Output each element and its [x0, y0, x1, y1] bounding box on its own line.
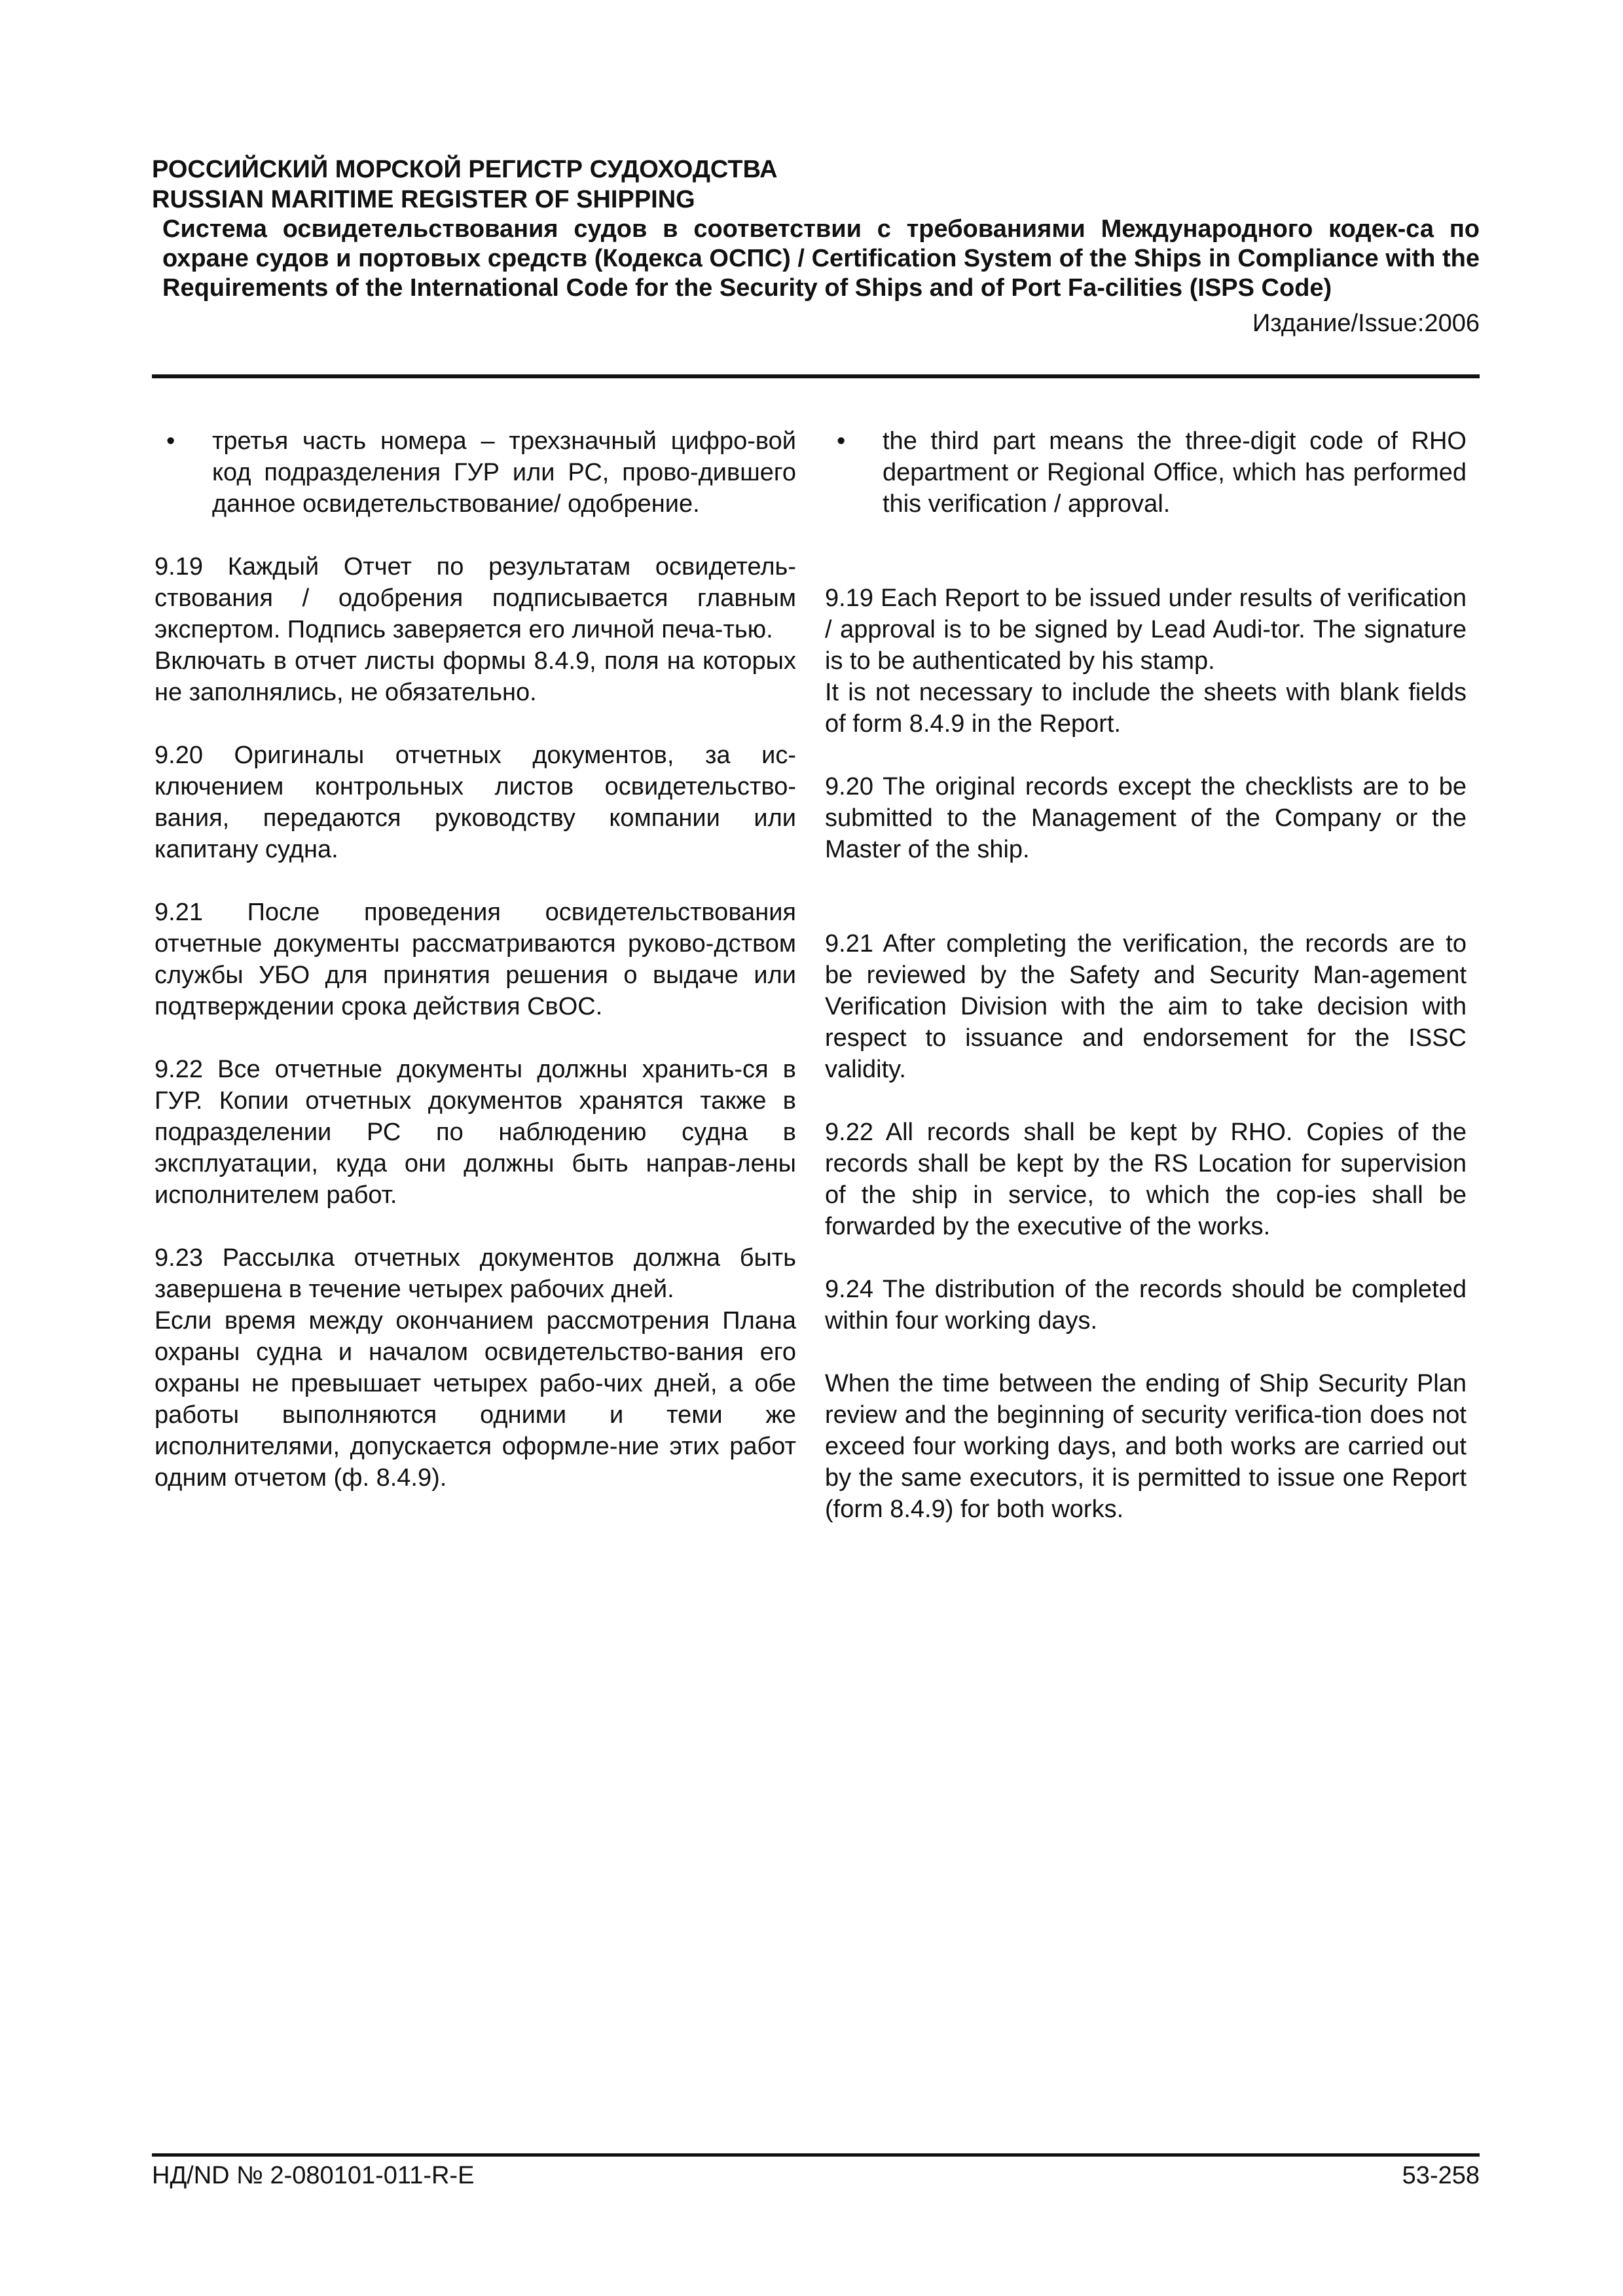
english-column — [825, 425, 1467, 1525]
register-title-en: RUSSIAN MARITIME REGISTER OF SHIPPING — [152, 186, 695, 213]
bullet-icon: • — [166, 427, 175, 455]
paragraph-9-20: 9.20 Оригиналы отчетных документов, за ис-ключением контрольных листов освидетельство-вания, передаются руководству компании или капитану судна. — [155, 742, 796, 863]
bullet-text: the third part means the three-digit code of RHO department or Regional Office, which has performed this verification / approval. — [883, 427, 1467, 518]
paragraph-9-21: 9.21 After completing the verification, the records are to be reviewed by the Safety and Security Man-agement Verification Division with the aim to take decision with respect to issuance and endorsement for the ISSC validity. — [825, 930, 1467, 1083]
paragraph-9-21: 9.21 После проведения освидетельствования отчетные документы рассматриваются руково-дством службы УБО для принятия решения о выдаче или подтверждении срока действия СвОС. — [155, 899, 796, 1020]
header-divider — [152, 374, 1480, 378]
bullet-text: третья часть номера – трехзначный цифро-вой код подразделения ГУР или РС, прово-дившего данное освидетельствование/ одобрение. — [212, 427, 796, 518]
page-number: 53-258 — [1402, 2162, 1480, 2189]
footer-divider — [152, 2153, 1480, 2157]
paragraph-9-24-note: When the time between the ending of Ship Security Plan review and the beginning of security verifica-tion does not exceed four working days, and both works are carried out by the same executors, it is permitted to issue one Report (form 8.4.9) for both works. — [825, 1370, 1467, 1523]
issue-label: Издание/Issue:2006 — [1252, 310, 1480, 337]
paragraph-9-22: 9.22 Все отчетные документы должны хранить-ся в ГУР. Копии отчетных документов хранятся также в подразделении РС по наблюдению судна в эксплуатации, куда они должны быть направ-лены исполнителем работ. — [155, 1056, 796, 1209]
bullet-icon: • — [837, 427, 846, 455]
paragraph-9-23: 9.23 Рассылка отчетных документов должна быть завершена в течение четырех рабочих дней. — [155, 1244, 796, 1303]
paragraph-9-19: 9.19 Each Report to be issued under results of verification / approval is to be signed by Lead Audi-tor. The signature is to be authenticated by his stamp. — [825, 584, 1467, 675]
paragraph-9-19: 9.19 Каждый Отчет по результатам освидетель-ствования / одобрения подписывается главным экспертом. Подпись заверяется его личной печа-тью. — [155, 553, 796, 643]
paragraph-9-19-note: Включать в отчет листы формы 8.4.9, поля на которых не заполнялись, не обязательно. — [155, 647, 796, 706]
document-number: НД/ND № 2-080101-011-R-E — [152, 2162, 475, 2189]
russian-column — [155, 425, 796, 1494]
register-title-ru: РОССИЙСКИЙ МОРСКОЙ РЕГИСТР СУДОХОДСТВА — [152, 156, 778, 183]
paragraph-9-19-note: It is not necessary to include the sheets with blank fields of form 8.4.9 in the Report. — [825, 679, 1467, 738]
paragraph-9-24: 9.24 The distribution of the records should be completed within four working days. — [825, 1276, 1467, 1335]
paragraph-9-23-note: Если время между окончанием рассмотрения Плана охраны судна и началом освидетельство-вания его охраны не превышает четырех рабо-чих дней, а обе работы выполняются одними и теми же исполнителями, допускается оформле-ние этих работ одним отчетом (ф. 8.4.9). — [155, 1307, 796, 1492]
paragraph-9-20: 9.20 The original records except the checklists are to be submitted to the Management of the Company or the Master of the ship. — [825, 773, 1467, 863]
page-header — [152, 154, 1480, 338]
list-item — [825, 425, 1467, 520]
list-item — [155, 425, 796, 520]
paragraph-9-22: 9.22 All records shall be kept by RHO. Copies of the records shall be kept by the RS Location for supervision of the ship in service, to which the cop-ies shall be forwarded by the executive of the works. — [825, 1119, 1467, 1240]
document-subtitle: Система освидетельствования судов в соответствии с требованиями Международного кодек-са по охране судов и портовых средств (Кодекса ОСПС) / Certification System of the Ships in Compliance with the Requirements of the International Code for the Security of Ships and of Port Fa-cilities (ISPS Code) — [162, 215, 1480, 302]
